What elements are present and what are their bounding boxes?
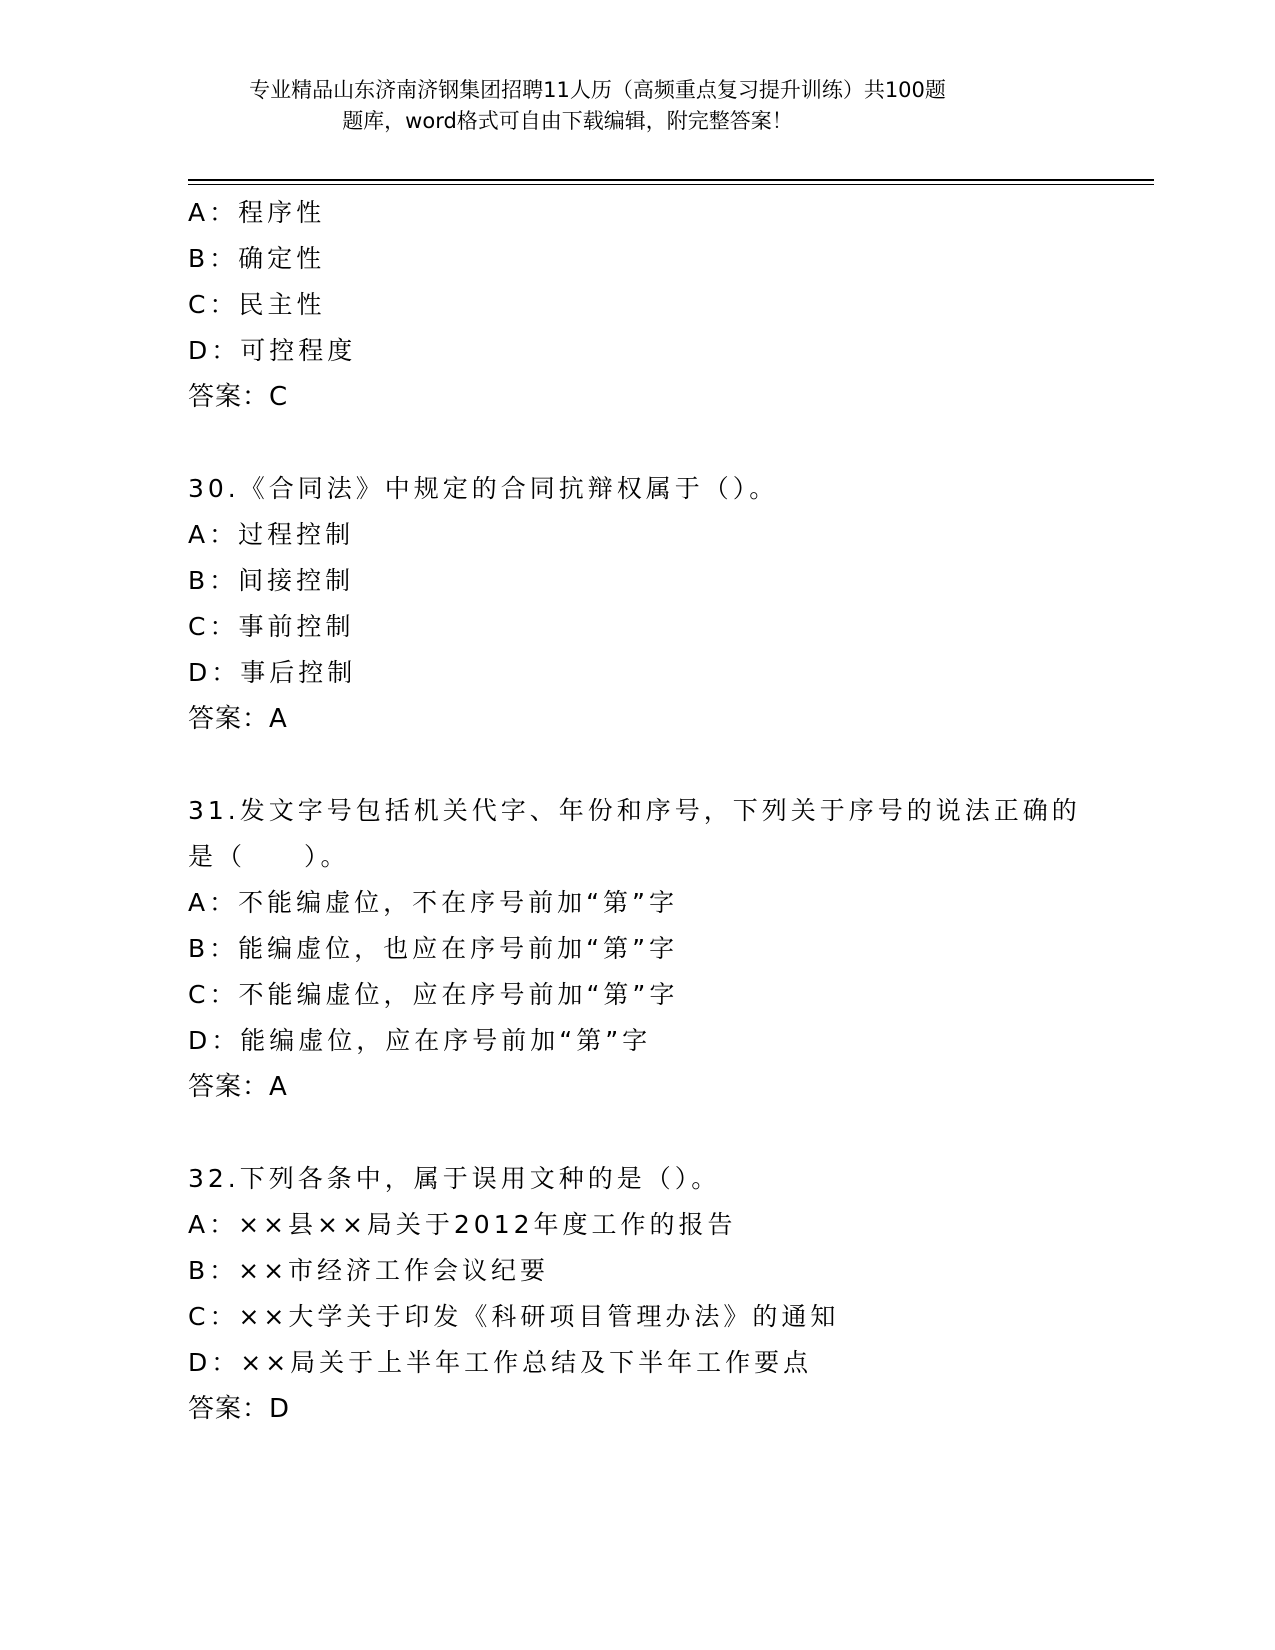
question-text-line1: 31.发文字号包括机关代字、年份和序号，下列关于序号的说法正确的: [188, 796, 1081, 825]
question-text: 32.下列各条中，属于误用文种的是（）。: [188, 1164, 721, 1193]
spacer: [188, 742, 1088, 788]
spacer: [188, 420, 1088, 466]
option-c: C：××大学关于印发《科研项目管理办法》的通知: [188, 1302, 840, 1331]
option-c: C：民主性: [188, 290, 326, 319]
question-block-29: [188, 190, 1088, 420]
option-b: B：能编虚位，也应在序号前加“第”字: [188, 934, 679, 963]
option-c: C：事前控制: [188, 612, 355, 641]
question-content: [188, 190, 1088, 1432]
question-text: 30.《合同法》中规定的合同抗辩权属于（）。: [188, 474, 779, 503]
answer-line: 答案：C: [188, 382, 289, 412]
question-text-line2: 是（ ）。: [188, 842, 350, 871]
question-block-31: [188, 788, 1088, 1110]
option-d: D：事后控制: [188, 658, 357, 687]
question-block-32: [188, 1156, 1088, 1432]
option-b: B：××市经济工作会议纪要: [188, 1256, 550, 1285]
answer-line: 答案：D: [188, 1394, 291, 1424]
option-a: A：××县××局关于2012年度工作的报告: [188, 1210, 737, 1239]
spacer: [188, 1110, 1088, 1156]
header-divider: [188, 179, 1154, 185]
header-title-line1: 专业精品山东济南济钢集团招聘11人历（高频重点复习提升训练）共100题: [249, 78, 946, 102]
header-title-line2: 题库，word格式可自由下载编辑，附完整答案！: [342, 109, 793, 133]
option-b: B：间接控制: [188, 566, 355, 595]
answer-line: 答案：A: [188, 704, 288, 734]
option-d: D：能编虚位，应在序号前加“第”字: [188, 1026, 652, 1055]
document-header: [0, 75, 1275, 137]
option-d: D：可控程度: [188, 336, 357, 365]
option-a: A：过程控制: [188, 520, 355, 549]
option-d: D：××局关于上半年工作总结及下半年工作要点: [188, 1348, 813, 1377]
option-c: C：不能编虚位，应在序号前加“第”字: [188, 980, 679, 1009]
answer-line: 答案：A: [188, 1072, 288, 1102]
option-a: A：不能编虚位，不在序号前加“第”字: [188, 888, 679, 917]
question-block-30: [188, 466, 1088, 742]
option-a: A：程序性: [188, 198, 326, 227]
option-b: B：确定性: [188, 244, 326, 273]
